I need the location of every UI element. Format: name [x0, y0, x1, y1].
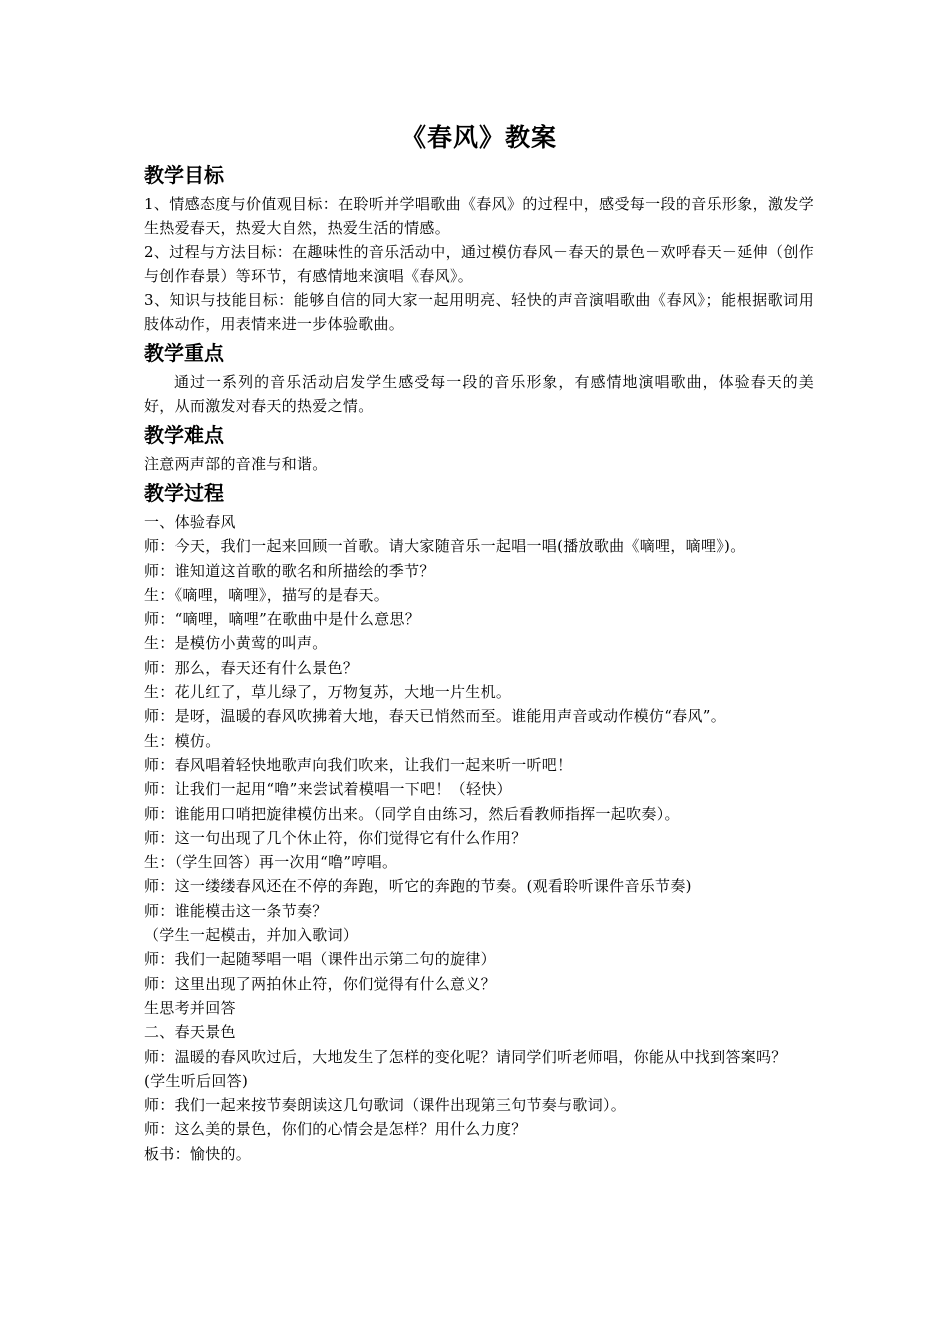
process-line: 板书：愉快的。 — [144, 1144, 252, 1163]
process-line: 一、体验春风 — [144, 513, 236, 531]
process-line: 师：这么美的景色，你们的心情会是怎样？用什么力度？ — [144, 1120, 527, 1139]
process-line: 生：模仿。 — [144, 731, 221, 750]
process-line: 师：我们一起来按节奏朗读这几句歌词（课件出现第三句节奏与歌词）。 — [144, 1096, 627, 1115]
process-line: 师：谁能模击这一条节奏？ — [144, 901, 328, 920]
process-line: 师：“嘀哩，嘀哩”在歌曲中是什么意思？ — [144, 610, 421, 629]
process-line: 师：我们一起随琴唱一唱（课件出示第二句的旋律） — [144, 950, 496, 969]
process-line: 师：这一句出现了几个休止符，你们觉得它有什么作用？ — [144, 828, 527, 847]
goal-item-3: 3、知识与技能目标：能够自信的同大家一起用明亮、轻快的声音演唱歌曲《春风》；能根据歌词用肢体动作，用表情来进一步体验歌曲。 — [144, 291, 814, 333]
process-line: 生思考并回答 — [144, 998, 236, 1017]
process-line: 生：《嘀哩，嘀哩》，描写的是春天。 — [144, 585, 390, 604]
process-line: 师：这里出现了两拍休止符，你们觉得有什么意义？ — [144, 974, 496, 993]
page-title: 《春风》教案 — [400, 123, 557, 152]
process-line: 生：（学生回答）再一次用“噜”哼唱。 — [144, 853, 398, 872]
process-line: (学生听后回答) — [144, 1071, 249, 1090]
process-lines — [144, 510, 814, 1166]
document-body — [144, 118, 814, 1166]
process-line: 生：花儿红了，草儿绿了，万物复苏，大地一片生机。 — [144, 683, 512, 702]
process-line: 师：让我们一起用“噜”来尝试着模唱一下吧！（轻快） — [144, 780, 512, 799]
process-line: （学生一起模击，并加入歌词） — [144, 926, 359, 945]
process-line: 师：温暖的春风吹过后，大地发生了怎样的变化呢？请同学们听老师唱，你能从中找到答案吗？ — [144, 1047, 787, 1066]
goal-item-1: 1、情感态度与价值观目标：在聆听并学唱歌曲《春风》的过程中，感受每一段的音乐形象，激发学生热爱春天，热爱大自然，热爱生活的情感。 — [144, 195, 814, 237]
process-line: 师：谁知道这首歌的歌名和所描绘的季节？ — [144, 561, 435, 580]
section-heading-key-points: 教学重点 — [144, 341, 224, 365]
section-heading-process: 教学过程 — [144, 481, 224, 505]
difficulties-text: 注意两声部的音准与和谐。 — [144, 455, 328, 473]
process-line: 师：谁能用口哨把旋律模仿出来。（同学自由练习，然后看教师指挥一起吹奏）。 — [144, 804, 680, 823]
section-heading-goals: 教学目标 — [144, 163, 224, 187]
section-heading-difficulties: 教学难点 — [144, 423, 224, 447]
process-line: 师：这一缕缕春风还在不停的奔跑，听它的奔跑的节奏。(观看聆听课件音乐节奏) — [144, 877, 692, 896]
process-line: 二、春天景色 — [144, 1023, 236, 1042]
process-line: 师：那么，春天还有什么景色？ — [144, 658, 359, 677]
key-points-text: 通过一系列的音乐活动启发学生感受每一段的音乐形象，有感情地演唱歌曲，体验春天的美好，从而激发对春天的热爱之情。 — [144, 373, 814, 415]
process-line: 师：是呀，温暖的春风吹拂着大地，春天已悄然而至。谁能用声音或动作模仿“春风”。 — [144, 707, 727, 726]
process-line: 师：今天，我们一起来回顾一首歌。请大家随音乐一起唱一唱(播放歌曲《嘀哩，嘀哩》)。 — [144, 537, 746, 556]
process-line: 师：春风唱着轻快地歌声向我们吹来，让我们一起来听一听吧！ — [144, 755, 573, 774]
process-line: 生：是模仿小黄莺的叫声。 — [144, 634, 328, 653]
goal-item-2: 2、过程与方法目标：在趣味性的音乐活动中，通过模仿春风－春天的景色－欢呼春天－延伸（创作与创作春景）等环节，有感情地来演唱《春风》。 — [144, 243, 814, 285]
